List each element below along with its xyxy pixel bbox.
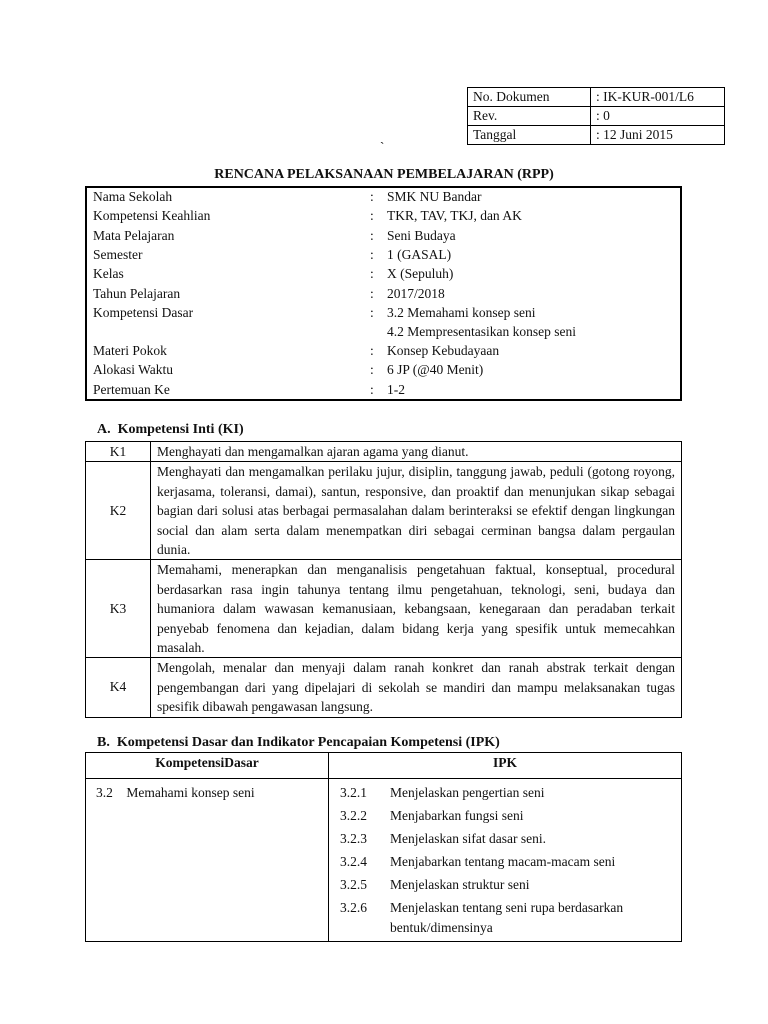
table-row	[86, 560, 682, 658]
identity-key: Kompetensi Keahlian	[93, 208, 211, 223]
ipk-number: 3.2.5	[340, 877, 367, 892]
doc-control-label: No. Dokumen	[468, 88, 591, 107]
identity-row	[93, 286, 673, 305]
ki-description: Menghayati dan mengamalkan ajaran agama yang dianut.	[151, 442, 682, 462]
column-header-kd: KompetensiDasar	[86, 753, 329, 779]
identity-key: Nama Sekolah	[93, 189, 173, 204]
identity-key: Kompetensi Dasar	[93, 305, 194, 320]
identity-key: Alokasi Waktu	[93, 362, 174, 377]
identity-value: 4.2 Mempresentasikan konsep seni	[387, 324, 576, 339]
column-header-ipk: IPK	[329, 753, 682, 779]
identity-key: Semester	[93, 247, 143, 262]
ipk-item	[340, 898, 671, 938]
identity-row	[93, 343, 673, 362]
identity-colon: :	[370, 382, 374, 397]
identity-colon: :	[370, 286, 374, 301]
doc-control-value: : IK-KUR-001/L6	[591, 88, 725, 107]
identity-colon: :	[370, 343, 374, 358]
identity-key: Pertemuan Ke	[93, 382, 170, 397]
table-row	[86, 779, 682, 942]
kd-text: 3.2 Memahami konsep seni	[96, 785, 255, 800]
ipk-text: Menjelaskan pengertian seni	[390, 785, 545, 800]
stray-mark: `	[380, 139, 385, 154]
ipk-text: Menjabarkan fungsi seni	[390, 808, 524, 823]
identity-colon: :	[370, 305, 374, 320]
identity-key: Tahun Pelajaran	[93, 286, 181, 301]
identity-key: Materi Pokok	[93, 343, 167, 358]
doc-control-row	[468, 88, 725, 107]
identity-key: Kelas	[93, 266, 124, 281]
ipk-text: Menjelaskan tentang seni rupa berdasarkan bentuk/dimensinya	[390, 900, 624, 935]
identity-row	[93, 305, 673, 324]
ipk-number: 3.2.2	[340, 808, 367, 823]
identity-row	[93, 228, 673, 247]
ipk-item	[340, 852, 671, 872]
ki-code: K3	[86, 560, 151, 658]
identity-box	[85, 186, 682, 401]
ipk-number: 3.2.6	[340, 900, 367, 915]
identity-colon: :	[370, 247, 374, 262]
identity-row	[93, 208, 673, 227]
table-header-row	[86, 753, 682, 779]
ipk-text: Menjabarkan tentang macam-macam seni	[390, 854, 616, 869]
identity-value: Seni Budaya	[387, 228, 456, 243]
ki-description: Menghayati dan mengamalkan perilaku jujur, disiplin, tanggung jawab, peduli (gotong royong, kerjasama, toleransi, damai), santun, responsive, dan proaktif dan menunjukan sikap sebagai bagian dari solusi atas berbagai permasalahan dalam berinteraksi se efektif dengan lingkungan social dan alam serta dalam menempatkan diri sebagai cerminan bangsa dalam pergaulan dunia.	[151, 462, 682, 560]
doc-control-value: : 0	[591, 107, 725, 126]
identity-key: Mata Pelajaran	[93, 228, 175, 243]
ipk-item	[340, 829, 671, 849]
identity-row	[93, 382, 673, 401]
ipk-number: 3.2.3	[340, 831, 367, 846]
doc-control-label: Tanggal	[468, 126, 591, 145]
identity-colon: :	[370, 208, 374, 223]
identity-row	[93, 362, 673, 381]
ki-description: Mengolah, menalar dan menyaji dalam ranah konkret dan ranah abstrak terkait dengan pengembangan dari yang dipelajari di sekolah se mandiri dan mampu melaksanakan tugas spesifik dibawah pengawasan langsung.	[151, 658, 682, 717]
ipk-item	[340, 806, 671, 826]
identity-value: X (Sepuluh)	[387, 266, 454, 281]
kompetensi-inti-table	[85, 441, 682, 718]
ipk-item	[340, 875, 671, 895]
identity-colon: :	[370, 266, 374, 281]
ki-code: K2	[86, 462, 151, 560]
document-title: RENCANA PELAKSANAAN PEMBELAJARAN (RPP)	[214, 167, 554, 182]
doc-control-label: Rev.	[468, 107, 591, 126]
document-control-table	[467, 87, 725, 145]
identity-colon: :	[370, 228, 374, 243]
identity-value: SMK NU Bandar	[387, 189, 482, 204]
identity-value: 2017/2018	[387, 286, 445, 301]
identity-colon: :	[370, 189, 374, 204]
ipk-item	[340, 783, 671, 803]
kd-cell	[86, 779, 329, 942]
doc-control-row	[468, 126, 725, 145]
doc-control-row	[468, 107, 725, 126]
doc-control-value: : 12 Juni 2015	[591, 126, 725, 145]
identity-row	[93, 247, 673, 266]
table-row	[86, 442, 682, 462]
ki-code: K4	[86, 658, 151, 717]
identity-row	[93, 189, 673, 208]
identity-row	[93, 324, 673, 343]
kompetensi-dasar-table	[85, 752, 682, 942]
identity-value: 1 (GASAL)	[387, 247, 452, 262]
ipk-number: 3.2.4	[340, 854, 367, 869]
ki-description: Memahami, menerapkan dan menganalisis pengetahuan faktual, konseptual, procedural berdasarkan rasa ingin tahunya tentang ilmu pengetahuan, teknologi, seni, budaya dan humaniora dalam wawasan kemanusiaan, kebangsaan, kenegaraan dan peradaban terkait penyebab fenomena dan kejadian, dalam bidang kerja yang spesifik untuk memecahkan masalah.	[151, 560, 682, 658]
ipk-text: Menjelaskan sifat dasar seni.	[390, 831, 546, 846]
identity-value: 3.2 Memahami konsep seni	[387, 305, 536, 320]
table-row	[86, 658, 682, 717]
ipk-cell	[329, 779, 682, 942]
section-a-heading: A. Kompetensi Inti (KI)	[97, 422, 244, 437]
section-b-heading: B. Kompetensi Dasar dan Indikator Pencapaian Kompetensi (IPK)	[97, 735, 500, 750]
identity-row	[93, 266, 673, 285]
identity-colon: :	[370, 362, 374, 377]
identity-value: TKR, TAV, TKJ, dan AK	[387, 208, 522, 223]
ki-code: K1	[86, 442, 151, 462]
ipk-number: 3.2.1	[340, 785, 367, 800]
table-row	[86, 462, 682, 560]
identity-value: 6 JP (@40 Menit)	[387, 362, 484, 377]
identity-value: 1-2	[387, 382, 405, 397]
identity-value: Konsep Kebudayaan	[387, 343, 500, 358]
ipk-text: Menjelaskan struktur seni	[390, 877, 530, 892]
